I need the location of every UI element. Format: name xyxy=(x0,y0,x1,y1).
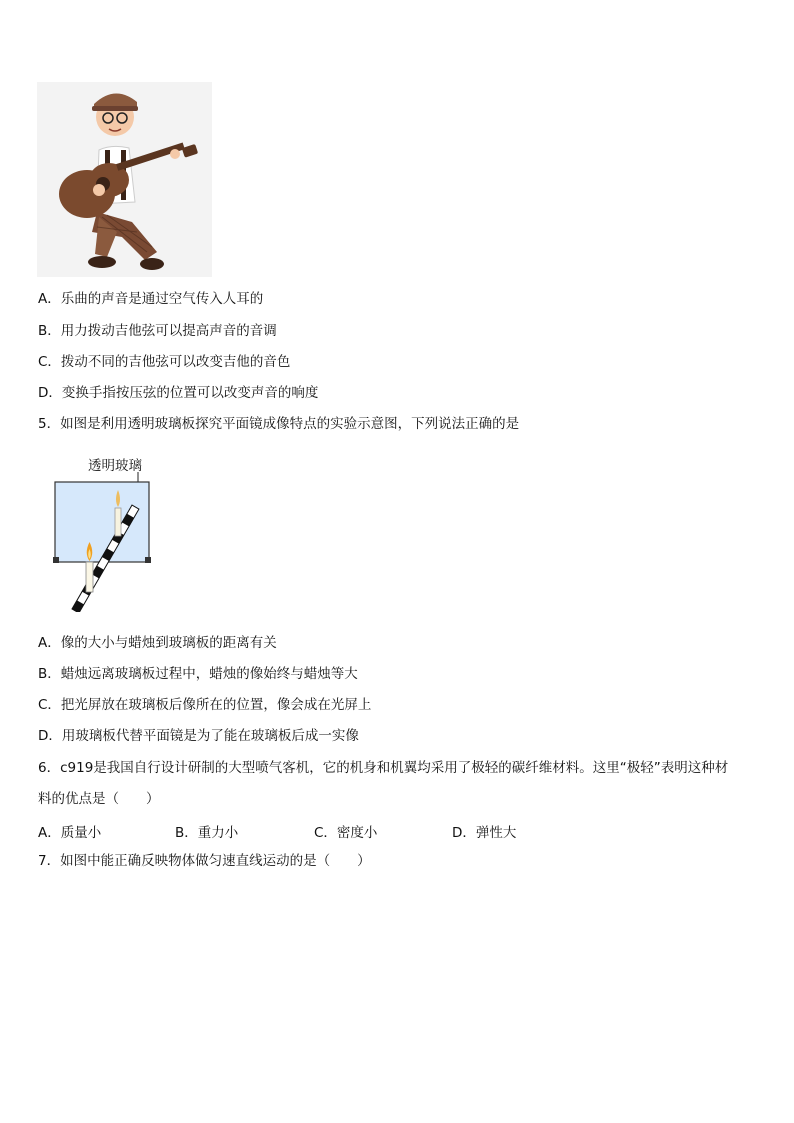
q4-option-d: D．变换手指按压弦的位置可以改变声音的响度 xyxy=(38,385,319,401)
q5-option-a: A．像的大小与蜡烛到玻璃板的距离有关 xyxy=(38,635,277,651)
q6-stem-line-1: 6．c919是我国自行设计研制的大型喷气客机，它的机身和机翼均采用了极轻的碳纤维材料。这里“极轻”表明这种材 xyxy=(38,760,729,776)
guitar-player-illustration xyxy=(37,82,212,277)
q4-option-a: A．乐曲的声音是通过空气传入人耳的 xyxy=(38,291,264,307)
mirror-experiment-diagram xyxy=(52,452,162,612)
guitar-player-figure xyxy=(37,82,212,277)
mirror-experiment-figure xyxy=(52,452,162,612)
q6-option-a: A．质量小 xyxy=(38,825,102,841)
q6-option-c: C．密度小 xyxy=(314,825,378,841)
q5-option-c: C．把光屏放在玻璃板后像所在的位置，像会成在光屏上 xyxy=(38,697,372,713)
q4-option-b: B．用力拨动吉他弦可以提高声音的音调 xyxy=(38,323,277,339)
q6-option-d: D．弹性大 xyxy=(452,825,517,841)
q6-option-b: B．重力小 xyxy=(175,825,239,841)
q6-options xyxy=(38,821,738,839)
q7-stem: 7．如图中能正确反映物体做匀速直线运动的是（ ） xyxy=(38,853,371,869)
q6-stem-line-2: 料的优点是（ ） xyxy=(38,791,160,807)
q5-stem: 5．如图是利用透明玻璃板探究平面镜成像特点的实验示意图，下列说法正确的是 xyxy=(38,416,520,432)
q5-option-b: B．蜡烛远离玻璃板过程中，蜡烛的像始终与蜡烛等大 xyxy=(38,666,358,682)
q5-option-d: D．用玻璃板代替平面镜是为了能在玻璃板后成一实像 xyxy=(38,728,359,744)
glass-plate-label: 透明玻璃 xyxy=(88,458,142,474)
q4-option-c: C．拨动不同的吉他弦可以改变吉他的音色 xyxy=(38,354,291,370)
